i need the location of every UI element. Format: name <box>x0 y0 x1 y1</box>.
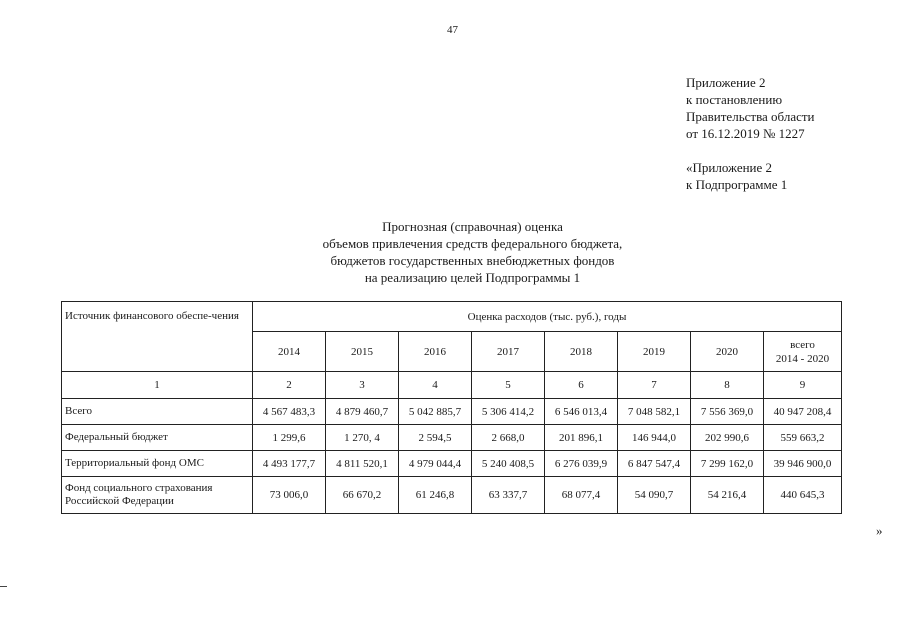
cell-value: 5 306 414,2 <box>472 399 545 425</box>
appendix-line: к постановлению <box>686 92 783 107</box>
cell-value: 6 546 013,4 <box>545 399 618 425</box>
table-row <box>62 451 842 477</box>
cell-value: 7 048 582,1 <box>618 399 691 425</box>
cell-value: 202 990,6 <box>691 425 764 451</box>
cell-value: 4 567 483,3 <box>253 399 326 425</box>
column-number: 2 <box>253 372 326 399</box>
cell-value: 66 670,2 <box>326 477 399 514</box>
cell-value: 40 947 208,4 <box>764 399 842 425</box>
table-row <box>62 399 842 425</box>
cell-value: 5 240 408,5 <box>472 451 545 477</box>
total-header <box>764 332 842 372</box>
cell-value: 2 594,5 <box>399 425 472 451</box>
column-number-row <box>62 372 842 399</box>
year-header: 2014 <box>253 332 326 372</box>
column-number: 9 <box>764 372 842 399</box>
document-title <box>0 218 905 286</box>
table-row <box>62 477 842 514</box>
title-line: на реализацию целей Подпрограммы 1 <box>364 270 581 285</box>
cell-value: 6 847 547,4 <box>618 451 691 477</box>
margin-mark <box>0 586 7 587</box>
appendix-line: к Подпрограмме 1 <box>686 177 788 192</box>
cell-value: 4 811 520,1 <box>326 451 399 477</box>
appendix-line: от 16.12.2019 № 1227 <box>686 126 805 141</box>
row-label: Фонд социального страхования Российской Федерации <box>62 477 253 514</box>
year-header: 2020 <box>691 332 764 372</box>
column-number: 8 <box>691 372 764 399</box>
year-header: 2017 <box>472 332 545 372</box>
cell-value: 39 946 900,0 <box>764 451 842 477</box>
column-number: 4 <box>399 372 472 399</box>
cell-value: 4 979 044,4 <box>399 451 472 477</box>
column-number: 6 <box>545 372 618 399</box>
year-header: 2016 <box>399 332 472 372</box>
source-header: Источник финансового обеспе-чения <box>62 302 253 372</box>
table-row <box>62 425 842 451</box>
cell-value: 4 879 460,7 <box>326 399 399 425</box>
column-number: 7 <box>618 372 691 399</box>
title-line: бюджетов государственных внебюджетных фондов <box>330 253 615 268</box>
cell-value: 54 090,7 <box>618 477 691 514</box>
cell-value: 4 493 177,7 <box>253 451 326 477</box>
page-number: 47 <box>447 24 458 36</box>
cell-value: 201 896,1 <box>545 425 618 451</box>
appendix-line: Приложение 2 <box>686 75 766 90</box>
appendix-line: «Приложение 2 <box>686 160 773 175</box>
cell-value: 54 216,4 <box>691 477 764 514</box>
cell-value: 61 246,8 <box>399 477 472 514</box>
cell-value: 68 077,4 <box>545 477 618 514</box>
cell-value: 1 299,6 <box>253 425 326 451</box>
cell-value: 63 337,7 <box>472 477 545 514</box>
column-number: 3 <box>326 372 399 399</box>
appendix-line: Правительства области <box>686 109 815 124</box>
cell-value: 440 645,3 <box>764 477 842 514</box>
year-header: 2018 <box>545 332 618 372</box>
row-label: Всего <box>62 399 253 425</box>
appendix-reference <box>686 74 815 193</box>
cell-value: 559 663,2 <box>764 425 842 451</box>
year-header: 2019 <box>618 332 691 372</box>
title-line: Прогнозная (справочная) оценка <box>382 219 563 234</box>
total-header-line: 2014 - 2020 <box>775 352 830 365</box>
cell-value: 73 006,0 <box>253 477 326 514</box>
cell-value: 146 944,0 <box>618 425 691 451</box>
estimate-header: Оценка расходов (тыс. руб.), годы <box>253 302 842 332</box>
cell-value: 7 556 369,0 <box>691 399 764 425</box>
total-header-line: всего <box>790 338 815 351</box>
row-label: Территориальный фонд ОМС <box>62 451 253 477</box>
cell-value: 2 668,0 <box>472 425 545 451</box>
title-line: объемов привлечения средств федерального бюджета, <box>322 236 623 251</box>
column-number: 1 <box>62 372 253 399</box>
cell-value: 7 299 162,0 <box>691 451 764 477</box>
header-row <box>62 302 842 332</box>
cell-value: 6 276 039,9 <box>545 451 618 477</box>
year-header: 2015 <box>326 332 399 372</box>
cell-value: 1 270, 4 <box>326 425 399 451</box>
closing-quote: » <box>876 523 883 538</box>
row-label: Федеральный бюджет <box>62 425 253 451</box>
column-number: 5 <box>472 372 545 399</box>
funding-table <box>61 301 842 514</box>
cell-value: 5 042 885,7 <box>399 399 472 425</box>
